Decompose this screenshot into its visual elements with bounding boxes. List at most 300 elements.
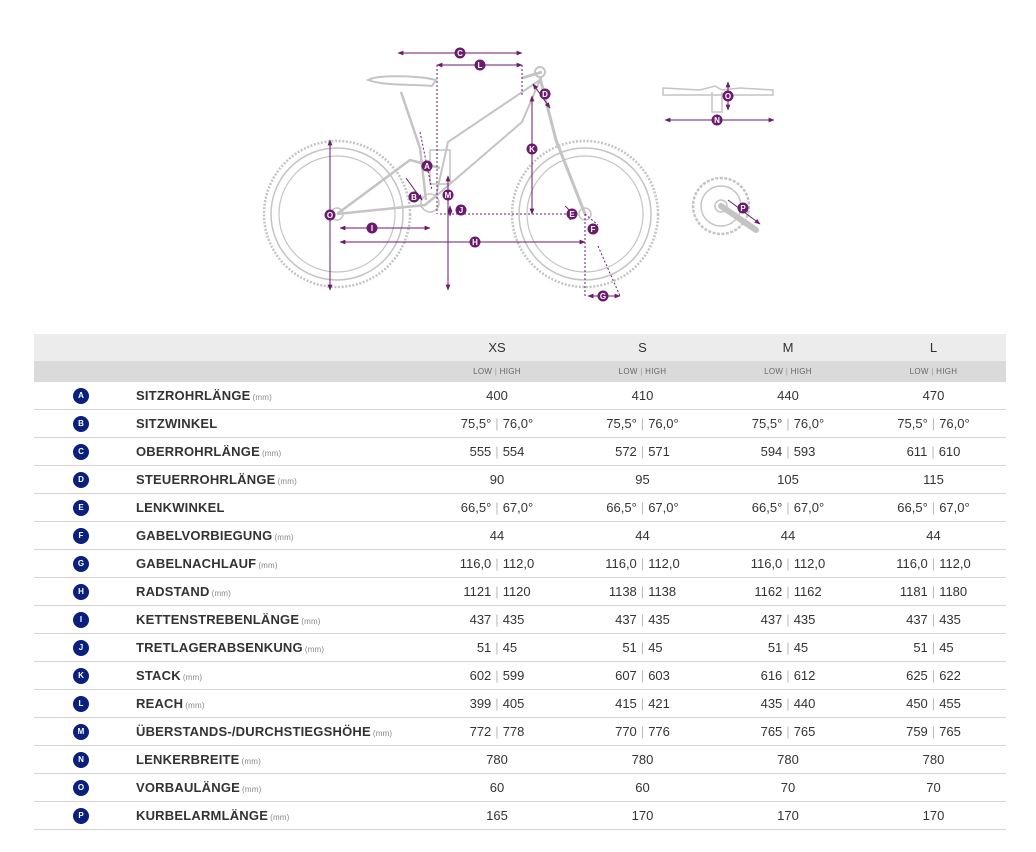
high-value: 612 (793, 668, 816, 683)
table-row (34, 802, 1006, 830)
separator: | (786, 696, 790, 711)
unit-label: (mm) (274, 533, 294, 542)
value-cell (570, 746, 715, 774)
table-row (34, 774, 1006, 802)
separator: | (786, 556, 790, 571)
low-value: 66,5° (897, 500, 928, 515)
svg-text:M: M (444, 191, 452, 200)
value-cell (424, 690, 570, 718)
high-value: 45 (648, 640, 663, 655)
high-value: 67,0° (939, 500, 970, 515)
measurement-name: REACH (136, 696, 184, 711)
value-cell (424, 494, 570, 522)
high-value: 76,0° (648, 416, 679, 431)
low-value: 602 (469, 668, 492, 683)
measurement-name: SITZROHRLÄNGE (136, 388, 251, 403)
geometry-diagram (0, 0, 1036, 320)
svg-text:P: P (740, 204, 746, 213)
high-value: 67,0° (648, 500, 679, 515)
separator: | (931, 612, 936, 627)
low-value: 435 (760, 696, 783, 711)
value: 44 (926, 528, 941, 543)
value-cell (570, 382, 715, 410)
marker-o-wheel (325, 210, 336, 221)
low-high-label (715, 361, 861, 382)
svg-text:F: F (590, 225, 596, 234)
separator: | (931, 724, 936, 739)
separator: | (931, 556, 936, 571)
value-cell (570, 690, 715, 718)
low-value: 1162 (754, 584, 783, 599)
value-cell (861, 578, 1006, 606)
value-cell (424, 550, 570, 578)
unit-label: (mm) (182, 673, 203, 682)
letter-badge: B (73, 416, 89, 432)
letter-badge: G (73, 556, 89, 572)
low-value: 66,5° (460, 500, 492, 515)
value-cell (424, 382, 570, 410)
table-row (34, 382, 1006, 410)
separator: | (495, 612, 499, 627)
separator: | (931, 444, 935, 459)
table-row (34, 662, 1006, 690)
marker-h (470, 237, 481, 248)
value: 400 (486, 388, 508, 403)
marker-p (738, 203, 749, 214)
high-value: 1120 (502, 584, 531, 599)
unit-label: (mm) (270, 813, 290, 822)
letter-badge: L (73, 696, 89, 712)
unit-label: (mm) (185, 701, 205, 710)
geometry-table (34, 334, 1006, 830)
table-row (34, 494, 1006, 522)
value: 44 (780, 528, 796, 543)
letter-badge: O (73, 780, 89, 796)
table-row (34, 410, 1006, 438)
high-value: 765 (793, 724, 816, 739)
table-row (34, 550, 1006, 578)
unit-label: (mm) (304, 645, 325, 654)
svg-text:H: H (472, 238, 478, 247)
value-cell (570, 774, 715, 802)
value-cell (861, 746, 1006, 774)
value-cell (715, 438, 861, 466)
value-cell (715, 606, 861, 634)
marker-i (367, 223, 378, 234)
value: 470 (922, 388, 945, 403)
high-value: 455 (939, 696, 961, 711)
high-value: 435 (793, 612, 816, 627)
letter-badge: P (73, 808, 89, 824)
value: 165 (486, 808, 508, 823)
measurement-name: TRETLAGERABSENKUNG (136, 640, 303, 655)
separator: | (640, 696, 645, 711)
separator: | (783, 367, 791, 376)
value: 44 (489, 528, 505, 543)
value-cell (570, 438, 715, 466)
high-value: 554 (502, 444, 525, 459)
svg-text:J: J (458, 206, 464, 215)
low-value: 437 (760, 612, 783, 627)
separator: | (640, 416, 645, 431)
table-row (34, 746, 1006, 774)
unit-label: (mm) (277, 477, 297, 486)
separator: | (786, 724, 790, 739)
low-value: 1121 (463, 584, 492, 599)
value-cell (715, 718, 861, 746)
high-value: 1162 (793, 584, 822, 599)
value-cell (715, 662, 861, 690)
svg-text:E: E (569, 210, 575, 219)
value-cell (424, 634, 570, 662)
value-cell (570, 578, 715, 606)
low-value: 555 (469, 444, 492, 459)
low-value: 759 (906, 724, 928, 739)
value-cell (570, 662, 715, 690)
marker-e (567, 209, 578, 220)
low-high-header-row (34, 361, 1006, 382)
table-row (34, 606, 1006, 634)
table-row (34, 522, 1006, 550)
low-value: 51 (622, 640, 637, 655)
separator: | (640, 556, 645, 571)
measurement-name: VORBAULÄNGE (136, 780, 241, 795)
value: 780 (922, 752, 945, 767)
value-cell (715, 746, 861, 774)
marker-b (409, 192, 420, 203)
letter-badge: E (73, 500, 89, 516)
low-value: 611 (906, 444, 928, 459)
measurement-name: KURBELARMLÄNGE (136, 808, 269, 823)
value-cell (570, 718, 715, 746)
separator: | (495, 556, 499, 571)
separator: | (786, 668, 790, 683)
value: 780 (777, 752, 799, 767)
value-cell (861, 662, 1006, 690)
high-value: 603 (648, 668, 670, 683)
low-value: 616 (760, 668, 783, 683)
low-value: 116,0 (605, 556, 637, 571)
separator: | (640, 668, 645, 683)
dimension-markers (325, 48, 749, 302)
separator: | (931, 584, 936, 599)
size-header-s: S (570, 334, 715, 361)
high-value: 778 (502, 724, 525, 739)
letter-badge: D (73, 472, 89, 488)
low-value: 399 (469, 696, 492, 711)
value-cell (424, 774, 570, 802)
letter-badge: A (73, 388, 89, 404)
value-cell (861, 466, 1006, 494)
low-value: 572 (615, 444, 637, 459)
letter-badge: N (73, 752, 89, 768)
low-value: 450 (906, 696, 928, 711)
low-value: 437 (469, 612, 492, 627)
high-value: 435 (939, 612, 961, 627)
unit-label: (mm) (372, 729, 393, 738)
value-cell (861, 438, 1006, 466)
low-value: 772 (469, 724, 492, 739)
separator: | (786, 584, 790, 599)
high-label: HIGH (645, 367, 667, 376)
value-cell (570, 494, 715, 522)
marker-d (540, 89, 551, 100)
value-cell (570, 634, 715, 662)
unit-label: (mm) (258, 561, 278, 570)
low-high-label (570, 361, 715, 382)
value-cell (424, 522, 570, 550)
table-row (34, 466, 1006, 494)
svg-text:C: C (457, 49, 463, 58)
marker-k (527, 144, 538, 155)
separator: | (495, 696, 499, 711)
letter-badge: F (73, 528, 89, 544)
value-cell (715, 578, 861, 606)
measurement-name: RADSTAND (136, 584, 210, 599)
unit-label: (mm) (261, 449, 282, 458)
measurement-name: STACK (136, 668, 181, 683)
unit-label: (mm) (242, 785, 262, 794)
high-value: 765 (939, 724, 961, 739)
low-value: 116,0 (459, 556, 492, 571)
table-row (34, 438, 1006, 466)
low-value: 770 (615, 724, 637, 739)
value: 90 (489, 472, 505, 487)
measurement-name: GABELNACHLAUF (136, 556, 257, 571)
high-value: 776 (648, 724, 670, 739)
marker-o-stem (723, 91, 734, 102)
marker-m (443, 190, 454, 201)
svg-text:G: G (599, 292, 607, 301)
value-cell (715, 634, 861, 662)
separator: | (786, 416, 790, 431)
high-value: 1138 (648, 584, 677, 599)
value-cell (861, 718, 1006, 746)
svg-text:K: K (529, 145, 535, 154)
high-value: 622 (939, 668, 961, 683)
value-cell (861, 410, 1006, 438)
high-value: 435 (502, 612, 525, 627)
value: 105 (777, 472, 799, 487)
separator: | (640, 724, 645, 739)
high-value: 45 (939, 640, 954, 655)
low-label: LOW (473, 367, 493, 376)
low-value: 415 (615, 696, 637, 711)
value-cell (861, 634, 1006, 662)
value-cell (424, 662, 570, 690)
value-cell (424, 410, 570, 438)
low-value: 51 (767, 640, 783, 655)
value-cell (861, 606, 1006, 634)
low-label: LOW (764, 367, 784, 376)
value-cell (570, 550, 715, 578)
svg-text:A: A (424, 162, 430, 171)
high-value: 610 (938, 444, 961, 459)
high-value: 112,0 (793, 556, 826, 571)
separator: | (786, 612, 790, 627)
dimension-lines (330, 53, 774, 296)
separator: | (495, 500, 499, 515)
value-cell (715, 410, 861, 438)
marker-j (456, 205, 467, 216)
low-value: 607 (615, 668, 637, 683)
bike-illustration (264, 67, 773, 287)
separator: | (640, 612, 645, 627)
high-value: 571 (648, 444, 670, 459)
geometry-rows (34, 382, 1006, 830)
separator: | (495, 668, 499, 683)
high-value: 112,0 (648, 556, 680, 571)
value: 60 (635, 780, 650, 795)
separator: | (640, 500, 645, 515)
high-value: 599 (502, 668, 525, 683)
high-value: 45 (502, 640, 518, 655)
unit-label: (mm) (241, 757, 261, 766)
unit-label: (mm) (252, 393, 273, 402)
high-value: 67,0° (793, 500, 825, 515)
value: 780 (631, 752, 654, 767)
letter-badge: K (73, 668, 89, 684)
high-value: 112,0 (939, 556, 971, 571)
separator: | (495, 640, 499, 655)
svg-text:O: O (326, 211, 334, 220)
separator: | (786, 444, 790, 459)
low-high-label (424, 361, 570, 382)
marker-a (422, 161, 433, 172)
value: 60 (489, 780, 505, 795)
svg-text:N: N (714, 116, 720, 125)
unit-label: (mm) (301, 617, 321, 626)
high-label: HIGH (790, 367, 812, 376)
separator: | (640, 584, 645, 599)
value-cell (424, 578, 570, 606)
value-cell (570, 410, 715, 438)
svg-text:I: I (370, 224, 374, 233)
separator: | (495, 724, 499, 739)
high-value: 593 (793, 444, 816, 459)
low-value: 437 (906, 612, 928, 627)
marker-l (475, 60, 486, 71)
value-cell (424, 802, 570, 830)
low-value: 66,5° (606, 500, 637, 515)
svg-text:O: O (724, 92, 732, 101)
high-value: 440 (793, 696, 816, 711)
value-cell (861, 522, 1006, 550)
value-cell (861, 802, 1006, 830)
separator: | (495, 416, 499, 431)
svg-text:L: L (477, 61, 483, 70)
value-cell (861, 494, 1006, 522)
separator: | (931, 500, 936, 515)
separator: | (492, 367, 500, 376)
separator: | (640, 640, 645, 655)
value-cell (861, 550, 1006, 578)
measurement-name: ÜBERSTANDS-/DURCHSTIEGSHÖHE (136, 724, 371, 739)
separator: | (786, 640, 790, 655)
low-value: 625 (906, 668, 928, 683)
value-cell (424, 606, 570, 634)
high-value: 67,0° (502, 500, 534, 515)
unit-label: (mm) (211, 589, 232, 598)
marker-g (598, 291, 609, 302)
value: 170 (922, 808, 945, 823)
value-cell (861, 774, 1006, 802)
table-row (34, 578, 1006, 606)
low-value: 75,5° (606, 416, 637, 431)
marker-c (455, 48, 466, 59)
low-label: LOW (618, 367, 638, 376)
low-value: 116,0 (896, 556, 928, 571)
high-value: 421 (648, 696, 670, 711)
letter-badge: H (73, 584, 89, 600)
measurement-name: LENKWINKEL (136, 500, 225, 515)
value-cell (715, 466, 861, 494)
separator: | (637, 367, 646, 376)
low-value: 51 (476, 640, 492, 655)
high-label: HIGH (936, 367, 958, 376)
separator: | (495, 444, 499, 459)
size-header-row (34, 334, 1006, 361)
letter-badge: I (73, 612, 89, 628)
value-cell (715, 522, 861, 550)
value-cell (424, 746, 570, 774)
separator: | (640, 444, 645, 459)
low-value: 116,0 (750, 556, 783, 571)
low-value: 765 (760, 724, 783, 739)
value-cell (715, 774, 861, 802)
low-value: 1138 (608, 584, 637, 599)
table-row (34, 718, 1006, 746)
letter-badge: J (73, 640, 89, 656)
value: 95 (635, 472, 650, 487)
low-value: 437 (615, 612, 637, 627)
measurement-name: OBERROHRLÄNGE (136, 444, 260, 459)
high-value: 112,0 (502, 556, 535, 571)
value-cell (570, 466, 715, 494)
value-cell (570, 606, 715, 634)
high-value: 76,0° (793, 416, 825, 431)
value: 780 (486, 752, 508, 767)
high-value: 45 (793, 640, 809, 655)
value-cell (570, 802, 715, 830)
value: 44 (635, 528, 650, 543)
marker-f (588, 224, 599, 235)
low-value: 594 (760, 444, 783, 459)
value: 70 (780, 780, 796, 795)
low-label: LOW (909, 367, 929, 376)
high-value: 76,0° (939, 416, 970, 431)
value-cell (715, 690, 861, 718)
value: 115 (923, 472, 944, 487)
low-value: 75,5° (460, 416, 492, 431)
value: 440 (777, 388, 799, 403)
separator: | (931, 668, 936, 683)
low-value: 51 (913, 640, 928, 655)
value-cell (424, 466, 570, 494)
letter-badge: C (73, 444, 89, 460)
value-cell (570, 522, 715, 550)
separator: | (931, 640, 936, 655)
low-value: 75,5° (897, 416, 928, 431)
high-value: 405 (502, 696, 525, 711)
value-cell (715, 382, 861, 410)
value-cell (424, 718, 570, 746)
size-header-l: L (861, 334, 1006, 361)
high-value: 435 (648, 612, 670, 627)
measurement-name: SITZWINKEL (136, 416, 218, 431)
separator: | (931, 696, 936, 711)
value-cell (715, 494, 861, 522)
